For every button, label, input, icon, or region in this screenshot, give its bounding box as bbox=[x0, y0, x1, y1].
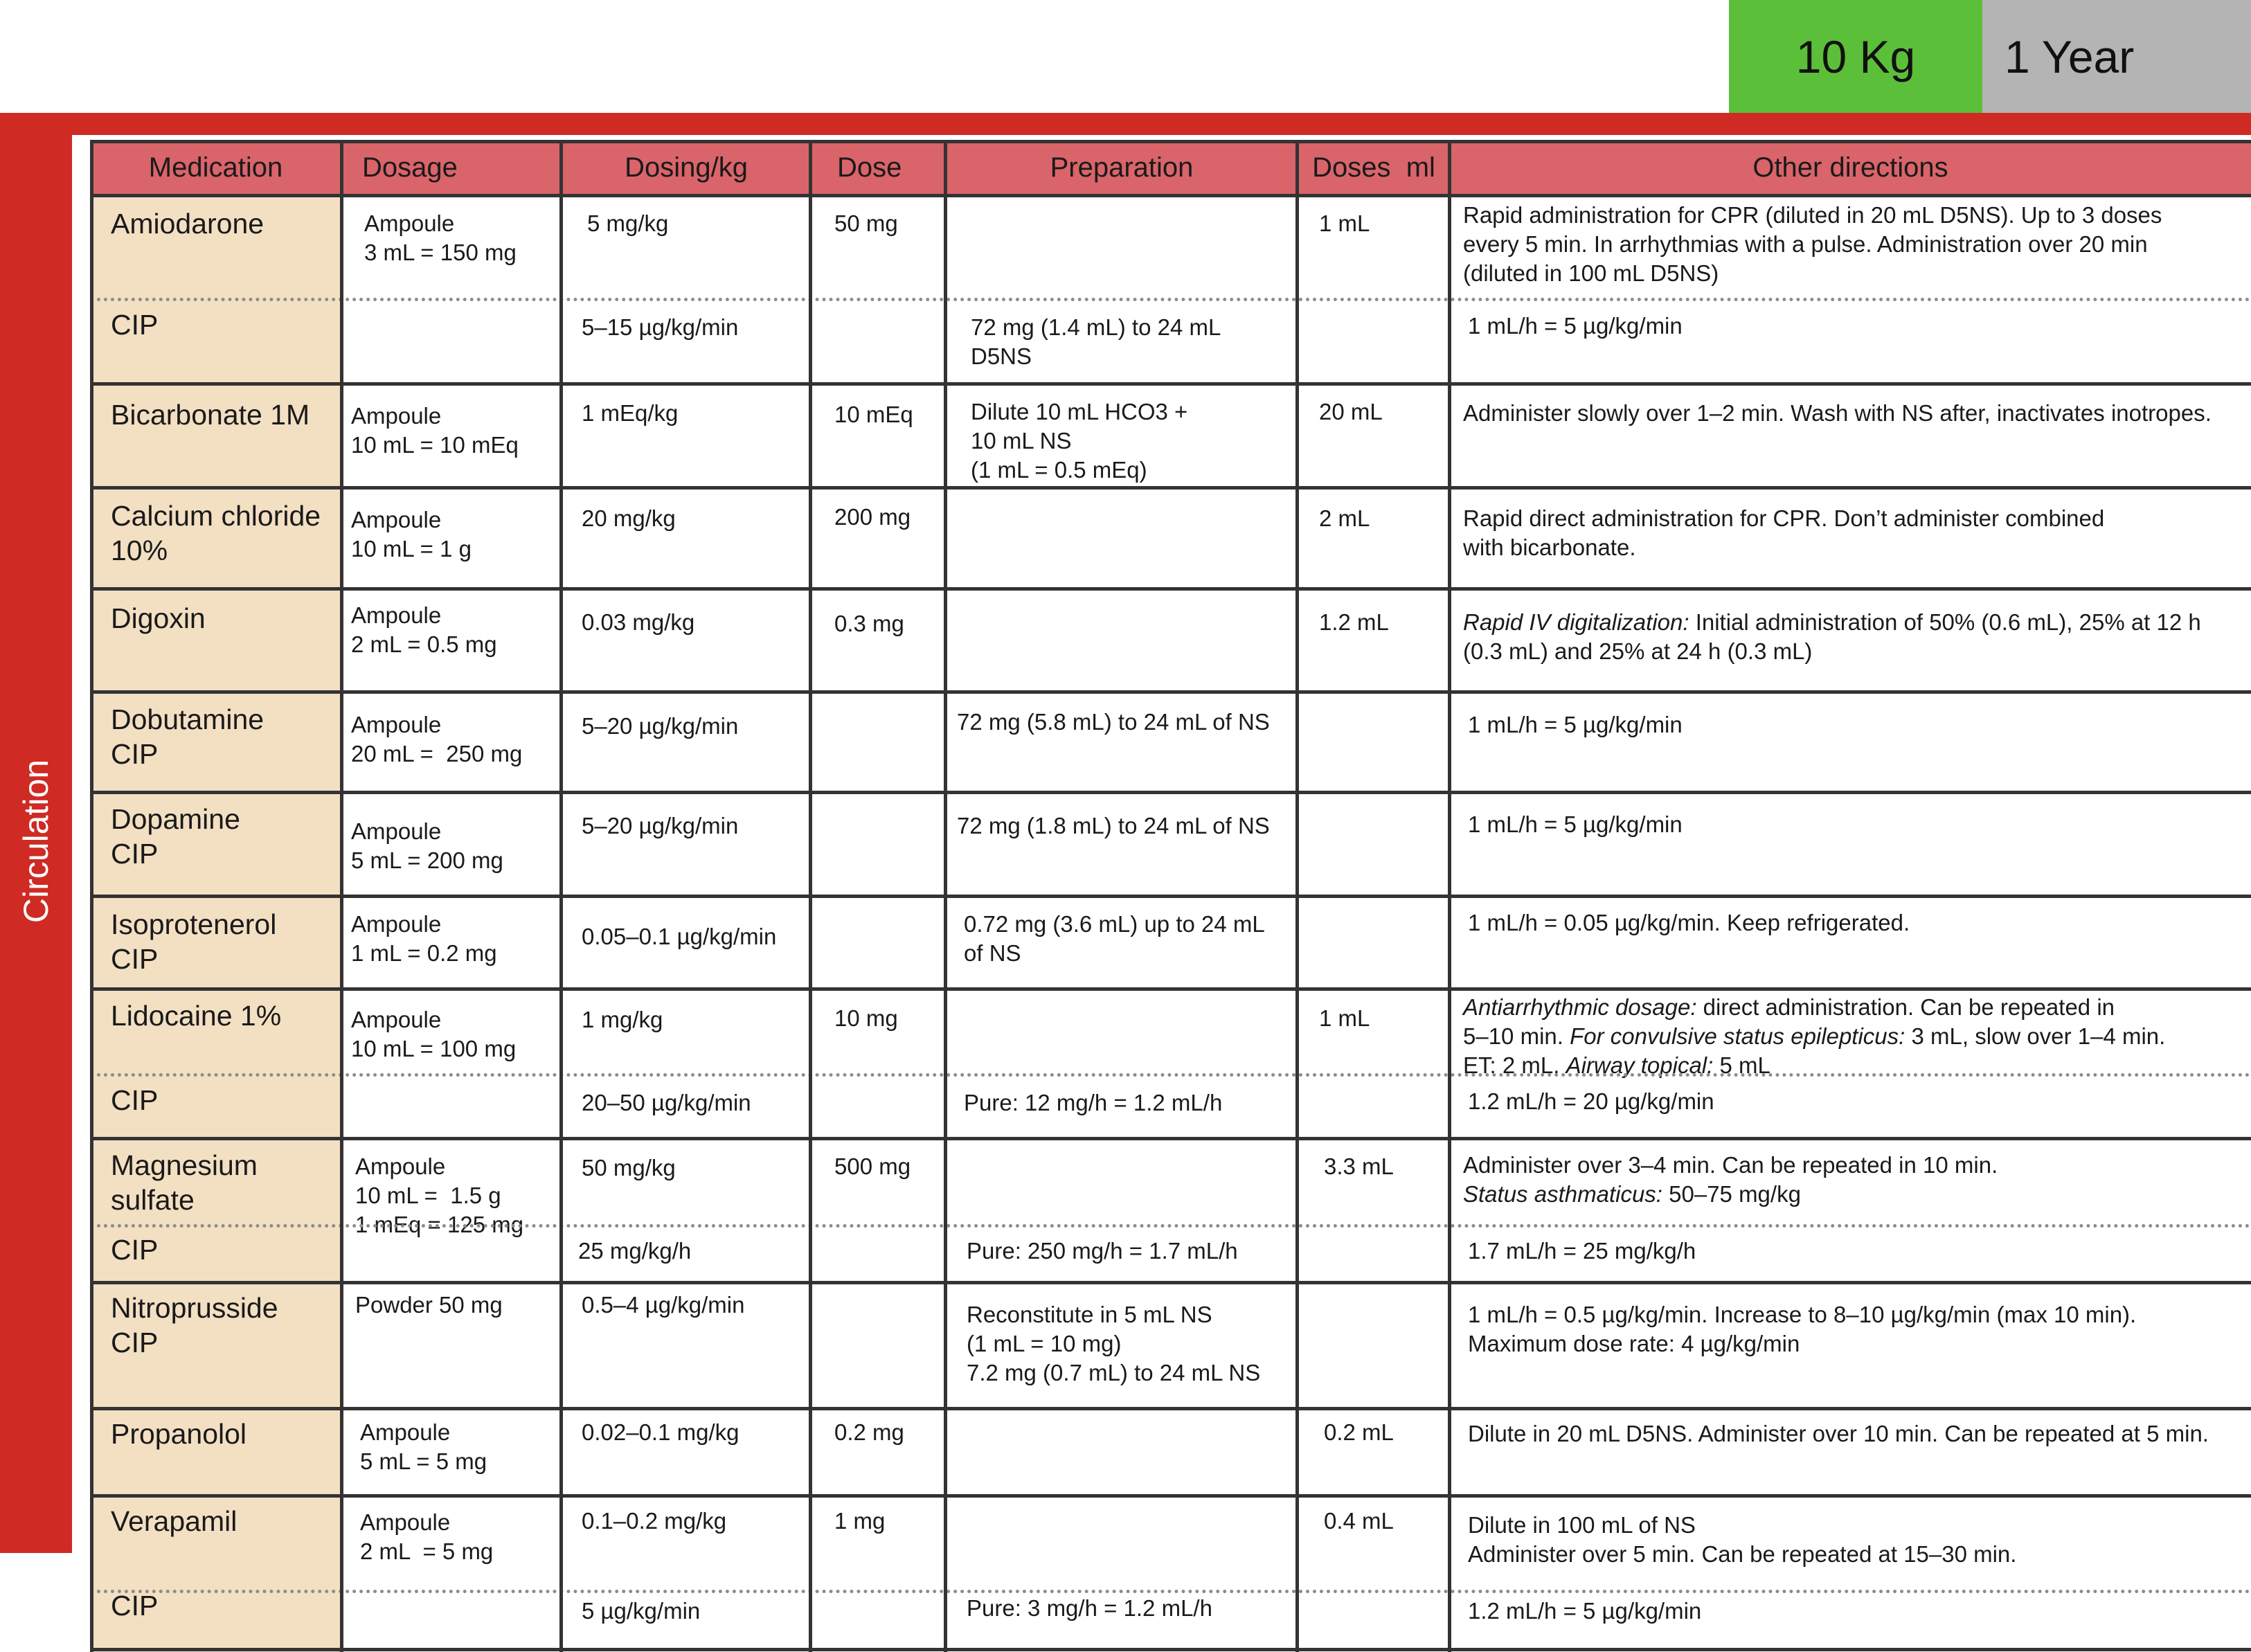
dose-bicarbonate: 10 mEq bbox=[834, 402, 913, 427]
other-isoproterenol: 1 mL/h = 0.05 µg/kg/min. Keep refrigerated. bbox=[1468, 910, 1910, 935]
med-isoproterenol: Isoprotenerol CIP bbox=[111, 908, 277, 975]
dosing-magnesium-cip: 25 mg/kg/h bbox=[578, 1238, 692, 1264]
dose-calcium-chloride: 200 mg bbox=[834, 504, 911, 530]
dose-lidocaine: 10 mg bbox=[834, 1005, 898, 1031]
med-nitroprusside: Nitroprusside CIP bbox=[111, 1292, 278, 1358]
prep-amiodarone-cip: 72 mg (1.4 mL) to 24 mL D5NS bbox=[971, 314, 1221, 369]
other-lidocaine-cip: 1.2 mL/h = 20 µg/kg/min bbox=[1468, 1088, 1714, 1114]
dosage-dobutamine: Ampoule 20 mL = 250 mg bbox=[351, 712, 523, 766]
med-digoxin: Digoxin bbox=[111, 602, 206, 634]
doses-ml-bicarbonate: 20 mL bbox=[1319, 399, 1383, 424]
row-border bbox=[90, 1648, 2251, 1651]
dosing-calcium-chloride: 20 mg/kg bbox=[582, 505, 676, 531]
header-dosing-per-kg: Dosing/kg bbox=[562, 140, 811, 195]
dosing-magnesium-sulfate: 50 mg/kg bbox=[582, 1155, 676, 1180]
dose-amiodarone: 50 mg bbox=[834, 210, 898, 236]
med-amiodarone: Amiodarone bbox=[111, 208, 264, 240]
med-dobutamine: Dobutamine CIP bbox=[111, 703, 264, 770]
med-magnesium-cip: CIP bbox=[111, 1234, 159, 1266]
top-red-bar bbox=[0, 113, 2251, 135]
dosing-nitroprusside: 0.5–4 µg/kg/min bbox=[582, 1292, 745, 1318]
dosing-verapamil-cip: 5 µg/kg/min bbox=[582, 1598, 701, 1624]
dosing-digoxin: 0.03 mg/kg bbox=[582, 609, 695, 635]
column-border bbox=[90, 140, 93, 1652]
prep-dopamine: 72 mg (1.8 mL) to 24 mL of NS bbox=[957, 813, 1270, 838]
drug-dosing-table bbox=[90, 140, 2251, 1652]
row-border bbox=[90, 587, 2251, 591]
doses-ml-calcium-chloride: 2 mL bbox=[1319, 505, 1370, 531]
prep-lidocaine-cip: Pure: 12 mg/h = 1.2 mL/h bbox=[964, 1090, 1223, 1115]
subrow-divider bbox=[90, 1590, 2251, 1593]
prep-verapamil-cip: Pure: 3 mg/h = 1.2 mL/h bbox=[967, 1595, 1212, 1621]
dosage-isoproterenol: Ampoule 1 mL = 0.2 mg bbox=[351, 911, 497, 966]
dosing-dobutamine: 5–20 µg/kg/min bbox=[582, 713, 739, 739]
header-doses-ml: Doses ml bbox=[1298, 140, 1450, 195]
header-dose: Dose bbox=[811, 140, 946, 195]
med-bicarbonate: Bicarbonate 1M bbox=[111, 399, 310, 431]
doses-ml-amiodarone: 1 mL bbox=[1319, 210, 1370, 236]
age-badge: 1 Year bbox=[1982, 0, 2251, 113]
other-propanolol: Dilute in 20 mL D5NS. Administer over 10 min. Can be repeated at 5 min. bbox=[1468, 1421, 2209, 1446]
subrow-divider bbox=[90, 1224, 2251, 1228]
dosage-propanolol: Ampoule 5 mL = 5 mg bbox=[360, 1419, 487, 1474]
header-dosage: Dosage bbox=[341, 140, 562, 195]
other-calcium-chloride: Rapid direct administration for CPR. Don’t administer combined with bicarbonate. bbox=[1463, 505, 2105, 560]
dosing-dopamine: 5–20 µg/kg/min bbox=[582, 813, 739, 838]
dosage-bicarbonate: Ampoule 10 mL = 10 mEq bbox=[351, 403, 519, 458]
subrow-divider bbox=[90, 1073, 2251, 1077]
doses-ml-propanolol: 0.2 mL bbox=[1324, 1419, 1394, 1445]
row-border bbox=[90, 140, 2251, 143]
dosage-amiodarone: Ampoule 3 mL = 150 mg bbox=[364, 210, 517, 265]
dose-digoxin: 0.3 mg bbox=[834, 611, 904, 636]
med-dopamine: Dopamine CIP bbox=[111, 803, 240, 870]
prep-bicarbonate: Dilute 10 mL HCO3 + 10 mL NS (1 mL = 0.5 mEq) bbox=[971, 399, 1188, 483]
dose-verapamil: 1 mg bbox=[834, 1508, 886, 1534]
doses-ml-lidocaine: 1 mL bbox=[1319, 1005, 1370, 1031]
subrow-divider bbox=[90, 298, 2251, 301]
med-calcium-chloride: Calcium chloride 10% bbox=[111, 500, 321, 566]
row-border bbox=[90, 1494, 2251, 1498]
row-border bbox=[90, 1137, 2251, 1140]
column-border bbox=[1295, 140, 1299, 1652]
prep-isoproterenol: 0.72 mg (3.6 mL) up to 24 mL of NS bbox=[964, 911, 1265, 966]
dosage-calcium-chloride: Ampoule 10 mL = 1 g bbox=[351, 507, 472, 562]
dose-magnesium-sulfate: 500 mg bbox=[834, 1153, 911, 1179]
column-border bbox=[1448, 140, 1451, 1652]
section-label: Circulation bbox=[17, 759, 55, 924]
other-verapamil-cip: 1.2 mL/h = 5 µg/kg/min bbox=[1468, 1598, 1702, 1624]
dosage-nitroprusside: Powder 50 mg bbox=[355, 1292, 503, 1318]
header-other-directions: Other directions bbox=[1450, 140, 2251, 195]
other-magnesium-sulfate: Administer over 3–4 min. Can be repeated in 10 min. Status asthmaticus: 50–75 mg/kg bbox=[1463, 1152, 1998, 1207]
other-magnesium-cip: 1.7 mL/h = 25 mg/kg/h bbox=[1468, 1238, 1696, 1264]
other-dopamine: 1 mL/h = 5 µg/kg/min bbox=[1468, 811, 1683, 837]
row-border bbox=[90, 194, 2251, 197]
med-verapamil-cip: CIP bbox=[111, 1590, 159, 1622]
dosing-amiodarone-cip: 5–15 µg/kg/min bbox=[582, 314, 739, 340]
dosing-bicarbonate: 1 mEq/kg bbox=[582, 400, 679, 426]
med-magnesium-sulfate: Magnesium sulfate bbox=[111, 1149, 258, 1216]
row-border bbox=[90, 1281, 2251, 1284]
med-verapamil: Verapamil bbox=[111, 1505, 237, 1537]
dosage-lidocaine: Ampoule 10 mL = 100 mg bbox=[351, 1007, 517, 1061]
dosing-lidocaine: 1 mg/kg bbox=[582, 1007, 663, 1032]
other-nitroprusside: 1 mL/h = 0.5 µg/kg/min. Increase to 8–10 µg/kg/min (max 10 min). Maximum dose rate: 4 µg/kg/min bbox=[1468, 1302, 2137, 1356]
other-amiodarone-cip: 1 mL/h = 5 µg/kg/min bbox=[1468, 313, 1683, 339]
dosing-isoproterenol: 0.05–0.1 µg/kg/min bbox=[582, 924, 777, 949]
row-border bbox=[90, 987, 2251, 991]
other-dobutamine: 1 mL/h = 5 µg/kg/min bbox=[1468, 712, 1683, 737]
other-verapamil: Dilute in 100 mL of NS Administer over 5 min. Can be repeated at 15–30 min. bbox=[1468, 1512, 2017, 1567]
header-medication: Medication bbox=[90, 140, 341, 195]
dosing-lidocaine-cip: 20–50 µg/kg/min bbox=[582, 1090, 751, 1115]
med-amiodarone-cip: CIP bbox=[111, 309, 159, 341]
row-border bbox=[90, 895, 2251, 898]
prep-nitroprusside: Reconstitute in 5 mL NS (1 mL = 10 mg) 7.2 mg (0.7 mL) to 24 mL NS bbox=[967, 1302, 1261, 1385]
column-border bbox=[559, 140, 563, 1652]
med-propanolol: Propanolol bbox=[111, 1418, 247, 1450]
column-border bbox=[944, 140, 947, 1652]
other-digoxin: Rapid IV digitalization: Initial administration of 50% (0.6 mL), 25% at 12 h (0.3 mL) and 25% at 24 h (0.3 mL) bbox=[1463, 609, 2201, 664]
dose-propanolol: 0.2 mg bbox=[834, 1419, 904, 1445]
column-border bbox=[809, 140, 812, 1652]
doses-ml-digoxin: 1.2 mL bbox=[1319, 609, 1389, 635]
row-border bbox=[90, 382, 2251, 386]
med-lidocaine: Lidocaine 1% bbox=[111, 1000, 282, 1032]
dosage-magnesium-sulfate: Ampoule 10 mL = 1.5 g 1 mEq = 125 mg bbox=[355, 1153, 524, 1237]
column-border bbox=[340, 140, 343, 1652]
dosing-propanolol: 0.02–0.1 mg/kg bbox=[582, 1419, 739, 1445]
dosing-verapamil: 0.1–0.2 mg/kg bbox=[582, 1508, 727, 1534]
other-bicarbonate: Administer slowly over 1–2 min. Wash with NS after, inactivates inotropes. bbox=[1463, 400, 2212, 426]
doses-ml-magnesium-sulfate: 3.3 mL bbox=[1324, 1153, 1394, 1179]
other-lidocaine: Antiarrhythmic dosage: direct administration. Can be repeated in 5–10 min. For convulsive status epilepticus: 3 mL, slow over 1–4 min. ET: 2 mL. Airway topical: 5 mL bbox=[1463, 994, 2166, 1078]
row-border bbox=[90, 486, 2251, 490]
row-border bbox=[90, 791, 2251, 794]
weight-badge: 10 Kg bbox=[1729, 0, 1982, 113]
header-preparation: Preparation bbox=[946, 140, 1298, 195]
prep-dobutamine: 72 mg (5.8 mL) to 24 mL of NS bbox=[957, 709, 1270, 735]
dosage-verapamil: Ampoule 2 mL = 5 mg bbox=[360, 1509, 494, 1564]
dosage-digoxin: Ampoule 2 mL = 0.5 mg bbox=[351, 602, 497, 657]
dosage-dopamine: Ampoule 5 mL = 200 mg bbox=[351, 818, 503, 873]
dosing-amiodarone: 5 mg/kg bbox=[587, 210, 669, 236]
other-amiodarone: Rapid administration for CPR (diluted in 20 mL D5NS). Up to 3 doses every 5 min. In arrhythmias with a pulse. Administration over 20 min (diluted in 100 mL D5NS) bbox=[1463, 202, 2162, 286]
prep-magnesium-cip: Pure: 250 mg/h = 1.7 mL/h bbox=[967, 1238, 1238, 1264]
doses-ml-verapamil: 0.4 mL bbox=[1324, 1508, 1394, 1534]
row-border bbox=[90, 1407, 2251, 1410]
med-lidocaine-cip: CIP bbox=[111, 1084, 159, 1116]
row-border bbox=[90, 690, 2251, 694]
